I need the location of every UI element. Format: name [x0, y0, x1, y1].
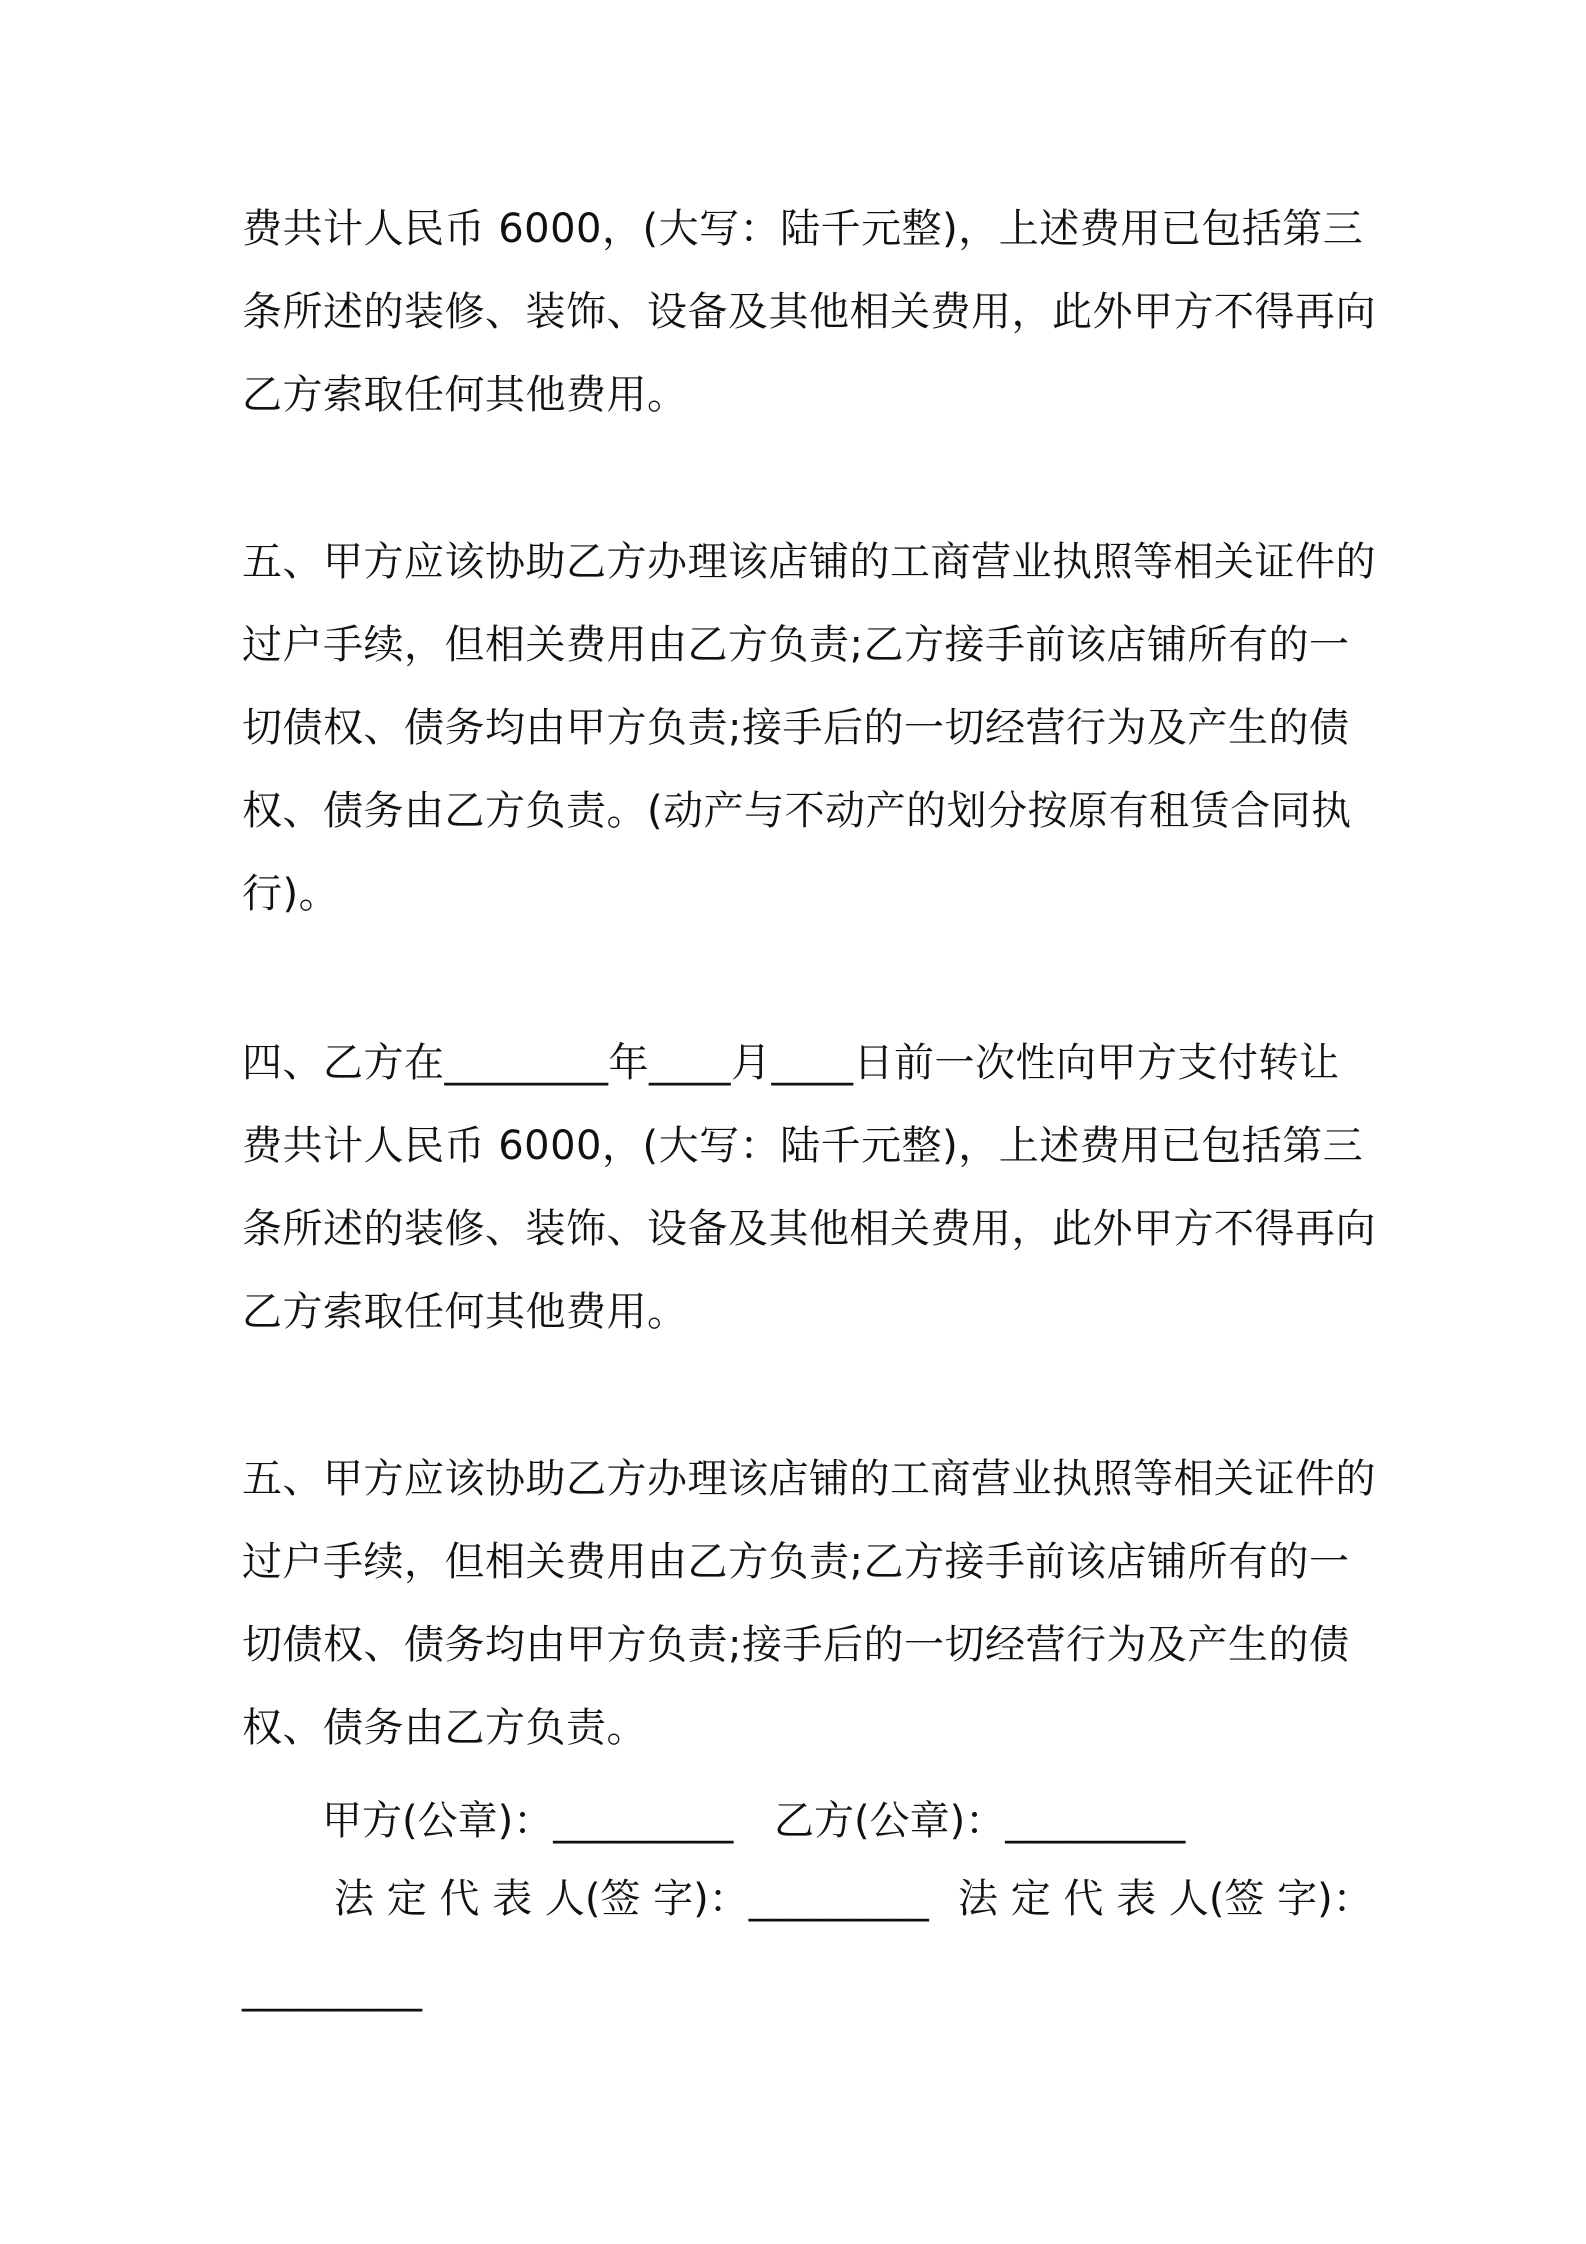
party-a-representative-line: 法 定 代 表 人(签 字)：_________ — [334, 1876, 929, 1922]
paragraph-line: 条所述的装修、装饰、设备及其他相关费用，此外甲方不得再向 — [242, 289, 1376, 335]
paragraph-line: 条所述的装修、装饰、设备及其他相关费用，此外甲方不得再向 — [242, 1206, 1376, 1252]
paragraph-line: 乙方索取任何其他费用。 — [242, 1289, 688, 1335]
party-b-seal-line: 乙方(公章)：_________ — [774, 1798, 1186, 1844]
paragraph-line: 切债权、债务均由甲方负责;接手后的一切经营行为及产生的债 — [242, 705, 1350, 751]
paragraph-line: 五、甲方应该协助乙方办理该店铺的工商营业执照等相关证件的 — [242, 539, 1376, 585]
paragraph-line: 行)。 — [242, 871, 340, 917]
party-b-representative-blank: _________ — [242, 1966, 422, 2012]
paragraph-line: 权、债务由乙方负责。 — [242, 1705, 647, 1751]
paragraph-line: 切债权、债务均由甲方负责;接手后的一切经营行为及产生的债 — [242, 1622, 1350, 1668]
paragraph-line: 乙方索取任何其他费用。 — [242, 372, 688, 418]
paragraph-line: 四、乙方在________年____月____日前一次性向甲方支付转让 — [242, 1040, 1340, 1086]
paragraph-line: 费共计人民币 6000，(大写：陆千元整)，上述费用已包括第三 — [242, 206, 1364, 252]
party-b-representative-line: 法 定 代 表 人(签 字)： — [958, 1876, 1373, 1922]
paragraph-line: 费共计人民币 6000，(大写：陆千元整)，上述费用已包括第三 — [242, 1123, 1364, 1169]
paragraph-line: 五、甲方应该协助乙方办理该店铺的工商营业执照等相关证件的 — [242, 1456, 1376, 1502]
party-a-seal-line: 甲方(公章)：_________ — [322, 1798, 734, 1844]
paragraph-line: 过户手续，但相关费用由乙方负责;乙方接手前该店铺所有的一 — [242, 622, 1350, 668]
paragraph-line: 过户手续，但相关费用由乙方负责;乙方接手前该店铺所有的一 — [242, 1539, 1350, 1585]
paragraph-line: 权、债务由乙方负责。(动产与不动产的划分按原有租赁合同执 — [242, 788, 1352, 834]
